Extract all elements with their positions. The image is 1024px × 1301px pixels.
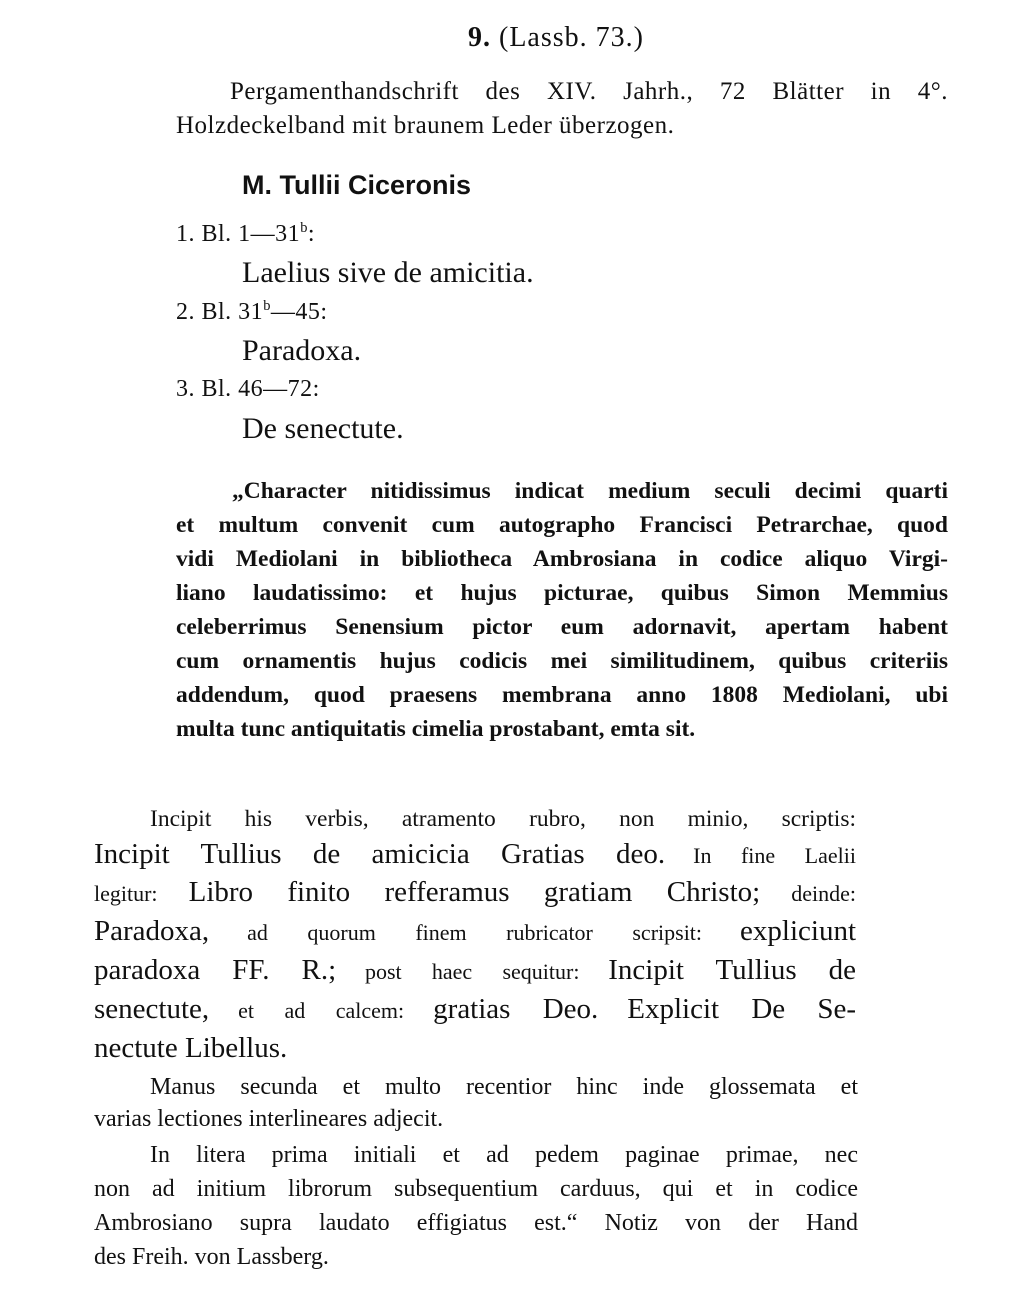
content-title-2: Paradoxa. (242, 334, 362, 367)
quote-line-6: cum ornamentis hujus codicis mei similitudinem, quibus criteriis (176, 648, 948, 674)
quote-line-7: addendum, quod praesens membrana anno 1808 Mediolani, ubi (176, 682, 948, 708)
quote-line-5: celeberrimus Senensium pictor eum adornavit, apertam habent (176, 614, 948, 640)
entry-number: 9. (468, 22, 491, 53)
author-title: M. Tullii Ciceronis (242, 170, 472, 200)
note-line-1: Manus secunda et multo recentior hinc inde glossemata et (150, 1074, 858, 1100)
content-title-3: De senectute. (242, 412, 404, 445)
quote-line-2: et multum convenit cum autographo Francisci Petrarchae, quod (176, 512, 948, 538)
note-line-5: Ambrosiano supra laudato effigiatus est.“ Notiz von der Hand (94, 1210, 858, 1236)
note-line-2: varias lectiones interlineares adjecit. (94, 1106, 444, 1132)
content-title-1: Laelius sive de amicitia. (242, 256, 534, 289)
incipit-intro: Incipit his verbis, atramento rubro, non minio, scriptis: (150, 806, 856, 832)
incipit-line-6: senectute, et ad calcem: gratias Deo. Explicit De Se- (94, 993, 857, 1025)
incipit-line-4: Paradoxa, ad quorum finem rubricator scripsit: expliciunt (94, 915, 857, 947)
content-ref-3: 3. Bl. 46—72: (176, 376, 320, 402)
quote-line-3: vidi Mediolani in bibliotheca Ambrosiana in codice aliquo Virgi- (176, 546, 948, 572)
incipit-line-5: paradoxa FF. R.; post haec sequitur: Incipit Tullius de (94, 954, 857, 986)
description-line-2: Holzdeckelband mit braunem Leder überzogen. (176, 112, 675, 139)
quote-line-1: „Character nitidissimus indicat medium seculi decimi quarti (232, 478, 948, 504)
incipit-line-7: nectute Libellus. (94, 1032, 288, 1064)
incipit-line-3: legitur: Libro finito refferamus gratiam Christo; deinde: (94, 876, 857, 908)
note-line-6: des Freih. von Lassberg. (94, 1244, 329, 1270)
note-line-4: non ad initium librorum subsequentium carduus, qui et in codice (94, 1176, 858, 1202)
content-ref-1: 1. Bl. 1—31$^b$: (176, 220, 316, 247)
shelfmark: (Lassb. 73.) (499, 22, 644, 53)
content-ref-2: 2. Bl. 31$^b$—45: (176, 298, 328, 325)
entry-heading (468, 22, 644, 54)
incipit-line-2: Incipit Tullius de amicicia Gratias deo. In fine Laelii (94, 838, 856, 870)
quote-line-8: multa tunc antiquitatis cimelia prostabant, emta sit. (176, 716, 696, 742)
description-line-1: Pergamenthandschrift des XIV. Jahrh., 72 Blätter in 4°. (230, 78, 948, 105)
quote-line-4: liano laudatissimo: et hujus picturae, quibus Simon Memmius (176, 580, 948, 606)
note-line-3: In litera prima initiali et ad pedem paginae primae, nec (150, 1142, 858, 1168)
